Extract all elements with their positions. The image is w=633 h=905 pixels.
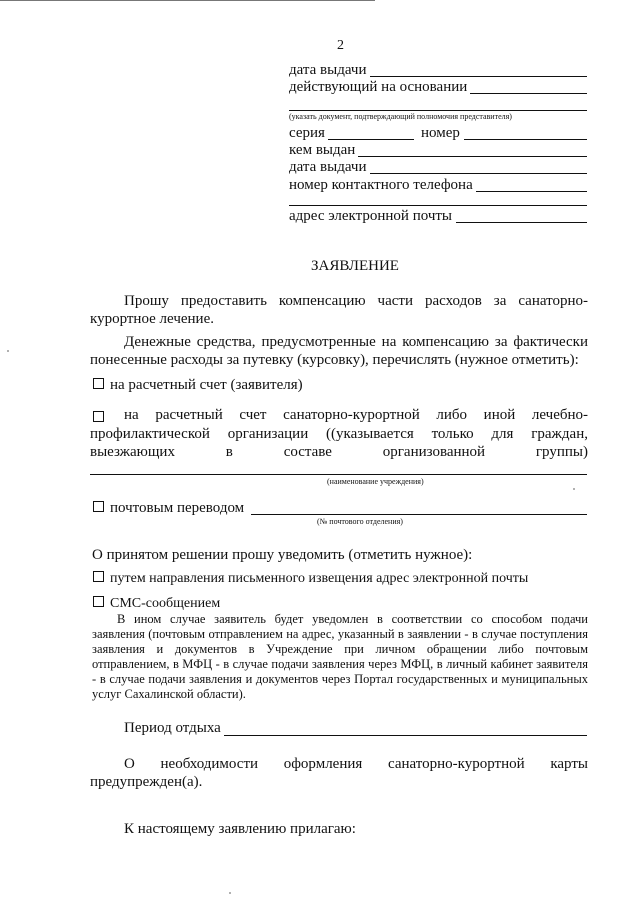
phone-label: номер контактного телефона <box>289 177 473 193</box>
org-line-2: профилактической организации ((указывается только для граждан, <box>90 426 588 442</box>
notify-note: В ином случае заявитель будет уведомлен в соответствии со способом подачи заявления (почтовым отправлением на адрес, указанный в заявлении - в случае поступления заявления и документов в Учреждение при личном обращении либо почтовым отправлением, в МФЦ - в случае подачи заявления через МФЦ, в личный кабинет заявителя - в случае подачи заявления и документов через Портал государственных и муниципальных услуг Сахалинской области). <box>92 612 588 701</box>
phone-extra-line[interactable] <box>289 205 587 206</box>
notify-heading: О принятом решении прошу уведомить (отметить нужное): <box>92 547 473 563</box>
period-label: Период отдыха <box>124 720 221 736</box>
issue-date2-field[interactable] <box>370 173 587 174</box>
request-line-2: курортное лечение. <box>90 311 214 327</box>
sms-checkbox[interactable] <box>93 596 104 607</box>
issued-by-label: кем выдан <box>289 142 356 158</box>
series-field[interactable] <box>328 139 414 140</box>
letter-label: путем направления письменного извещения адрес электронной почты <box>110 571 529 586</box>
org-line-3: выезжающих в составе организованной группы) <box>90 444 588 460</box>
email-field[interactable] <box>456 222 587 223</box>
organization-hint: (наименование учреждения) <box>327 477 424 486</box>
funds-line-2: понесенные расходы за путевку (курсовку), перечислять (нужное отметить): <box>90 352 579 368</box>
acting-basis-field[interactable] <box>470 93 587 94</box>
document-title: ЗАЯВЛЕНИЕ <box>311 258 399 274</box>
scan-speck <box>7 350 9 352</box>
card-warning-line-2: предупрежден(а). <box>90 774 203 790</box>
number-field[interactable] <box>464 139 587 140</box>
page-number: 2 <box>337 38 344 53</box>
basis-hint: (указать документ, подтверждающий полномочия представителя) <box>289 112 512 121</box>
funds-line-1: Денежные средства, предусмотренные на компенсацию за фактически <box>124 334 588 350</box>
sms-label: СМС-сообщением <box>110 596 221 611</box>
attachments-label: К настоящему заявлению прилагаю: <box>124 821 356 837</box>
option-postal[interactable] <box>93 499 244 517</box>
letter-checkbox[interactable] <box>93 571 104 582</box>
series-label: серия <box>289 125 325 141</box>
request-line-1: Прошу предоставить компенсацию части расходов за санаторно- <box>124 293 588 309</box>
notify-option-sms[interactable] <box>93 595 220 612</box>
org-line-1: на расчетный счет санаторно-курортной либо иной лечебно- <box>124 407 588 423</box>
issue-date-field[interactable] <box>370 76 587 77</box>
scan-speck <box>229 892 231 894</box>
issue-date-label: дата выдачи <box>289 62 367 78</box>
period-field[interactable] <box>224 735 587 736</box>
top-edge-line <box>0 0 375 1</box>
organization-name-field[interactable] <box>90 474 587 475</box>
number-label: номер <box>421 125 460 141</box>
postal-hint: (№ почтового отделения) <box>317 517 403 526</box>
acting-basis-label: действующий на основании <box>289 79 468 95</box>
account-checkbox[interactable] <box>93 378 104 389</box>
phone-field[interactable] <box>476 191 587 192</box>
option-account[interactable] <box>93 376 303 394</box>
postal-office-field[interactable] <box>251 514 587 515</box>
account-label: на расчетный счет (заявителя) <box>110 377 303 393</box>
org-account-checkbox[interactable] <box>93 411 104 422</box>
postal-label: почтовым переводом <box>110 500 245 516</box>
issued-by-field[interactable] <box>358 156 587 157</box>
email-label: адрес электронной почты <box>289 208 453 224</box>
notify-option-letter[interactable] <box>93 570 528 587</box>
basis-document-field[interactable] <box>289 110 587 111</box>
postal-checkbox[interactable] <box>93 501 104 512</box>
issue-date2-label: дата выдачи <box>289 159 367 175</box>
scan-speck <box>573 488 575 490</box>
card-warning-line-1: О необходимости оформления санаторно-курортной карты <box>124 756 588 772</box>
